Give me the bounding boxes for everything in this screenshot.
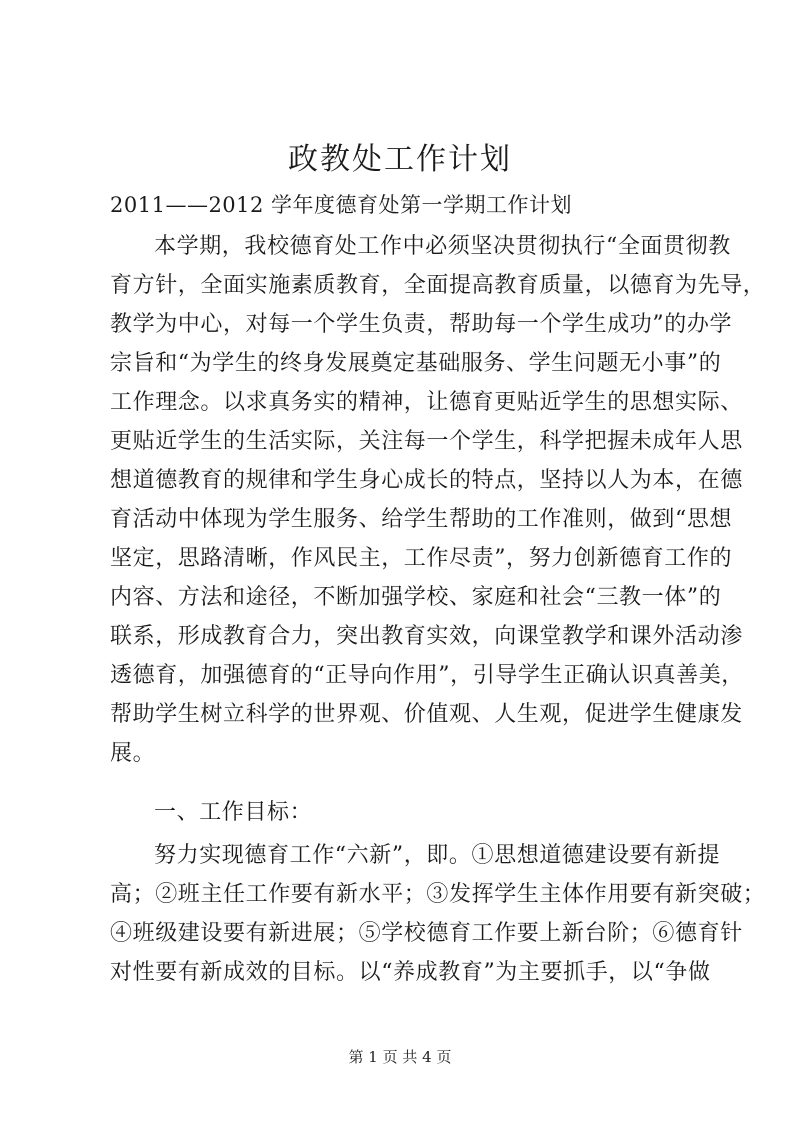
paragraph-line: 努力实现德育工作“六新”，即。①思想道德建设要有新提 bbox=[154, 843, 721, 868]
paragraph-line: 宗旨和“为学生的终身发展奠定基础服务、学生问题无小事”的 bbox=[110, 351, 722, 376]
paragraph-line: 帮助学生树立科学的世界观、价值观、人生观，促进学生健康发 bbox=[110, 702, 743, 727]
paragraph-line: 内容、方法和途径，不断加强学校、家庭和社会“三教一体”的 bbox=[110, 585, 722, 610]
section-heading-goals bbox=[110, 793, 700, 832]
paragraph-intro bbox=[110, 227, 766, 773]
paragraph-line: 展。 bbox=[110, 741, 156, 766]
paragraph-line: 教学为中心，对每一个学生负责，帮助每一个学生成功”的办学 bbox=[110, 312, 733, 337]
paragraph-line: 联系，形成教育合力，突出教育实效，向课堂教学和课外活动渗 bbox=[110, 624, 743, 649]
paragraph-line: 本学期，我校德育处工作中必须坚决贯彻执行“全面贯彻教 bbox=[154, 234, 731, 259]
paragraph-line: ④班级建设要有新进展；⑤学校德育工作要上新台阶；⑥德育针 bbox=[110, 921, 743, 946]
document-subtitle: 2011——2012 学年度德育处第一学期工作计划 bbox=[110, 193, 573, 217]
paragraph-line: 想道德教育的规律和学生身心成长的特点，坚持以人为本，在德 bbox=[110, 468, 743, 493]
section-heading: 一、工作目标： bbox=[154, 800, 313, 825]
paragraph-line: 透德育，加强德育的“正导向作用”，引导学生正确认识真善美， bbox=[110, 663, 744, 688]
paragraph-line: 育方针，全面实施素质教育，全面提高教育质量，以德育为先导， bbox=[110, 273, 766, 298]
paragraph-line: 育活动中体现为学生服务、给学生帮助的工作准则，做到“思想 bbox=[110, 507, 733, 532]
paragraph-line: 工作理念。以求真务实的精神，让德育更贴近学生的思想实际、 bbox=[110, 390, 743, 415]
paragraph-line: 坚定，思路清晰，作风民主，工作尽责”，努力创新德育工作的 bbox=[110, 546, 733, 571]
page-footer: 第 1 页 共 4 页 bbox=[348, 1048, 452, 1066]
paragraph-line: 更贴近学生的生活实际，关注每一个学生，科学把握未成年人思 bbox=[110, 429, 743, 454]
document-title: 政教处工作计划 bbox=[288, 142, 512, 177]
paragraph-goals bbox=[110, 836, 766, 992]
paragraph-line: 对性要有新成效的目标。以“养成教育”为主要抓手，以“争做 bbox=[110, 960, 711, 985]
paragraph-line: 高；②班主任工作要有新水平；③发挥学生主体作用要有新突破； bbox=[110, 882, 766, 907]
